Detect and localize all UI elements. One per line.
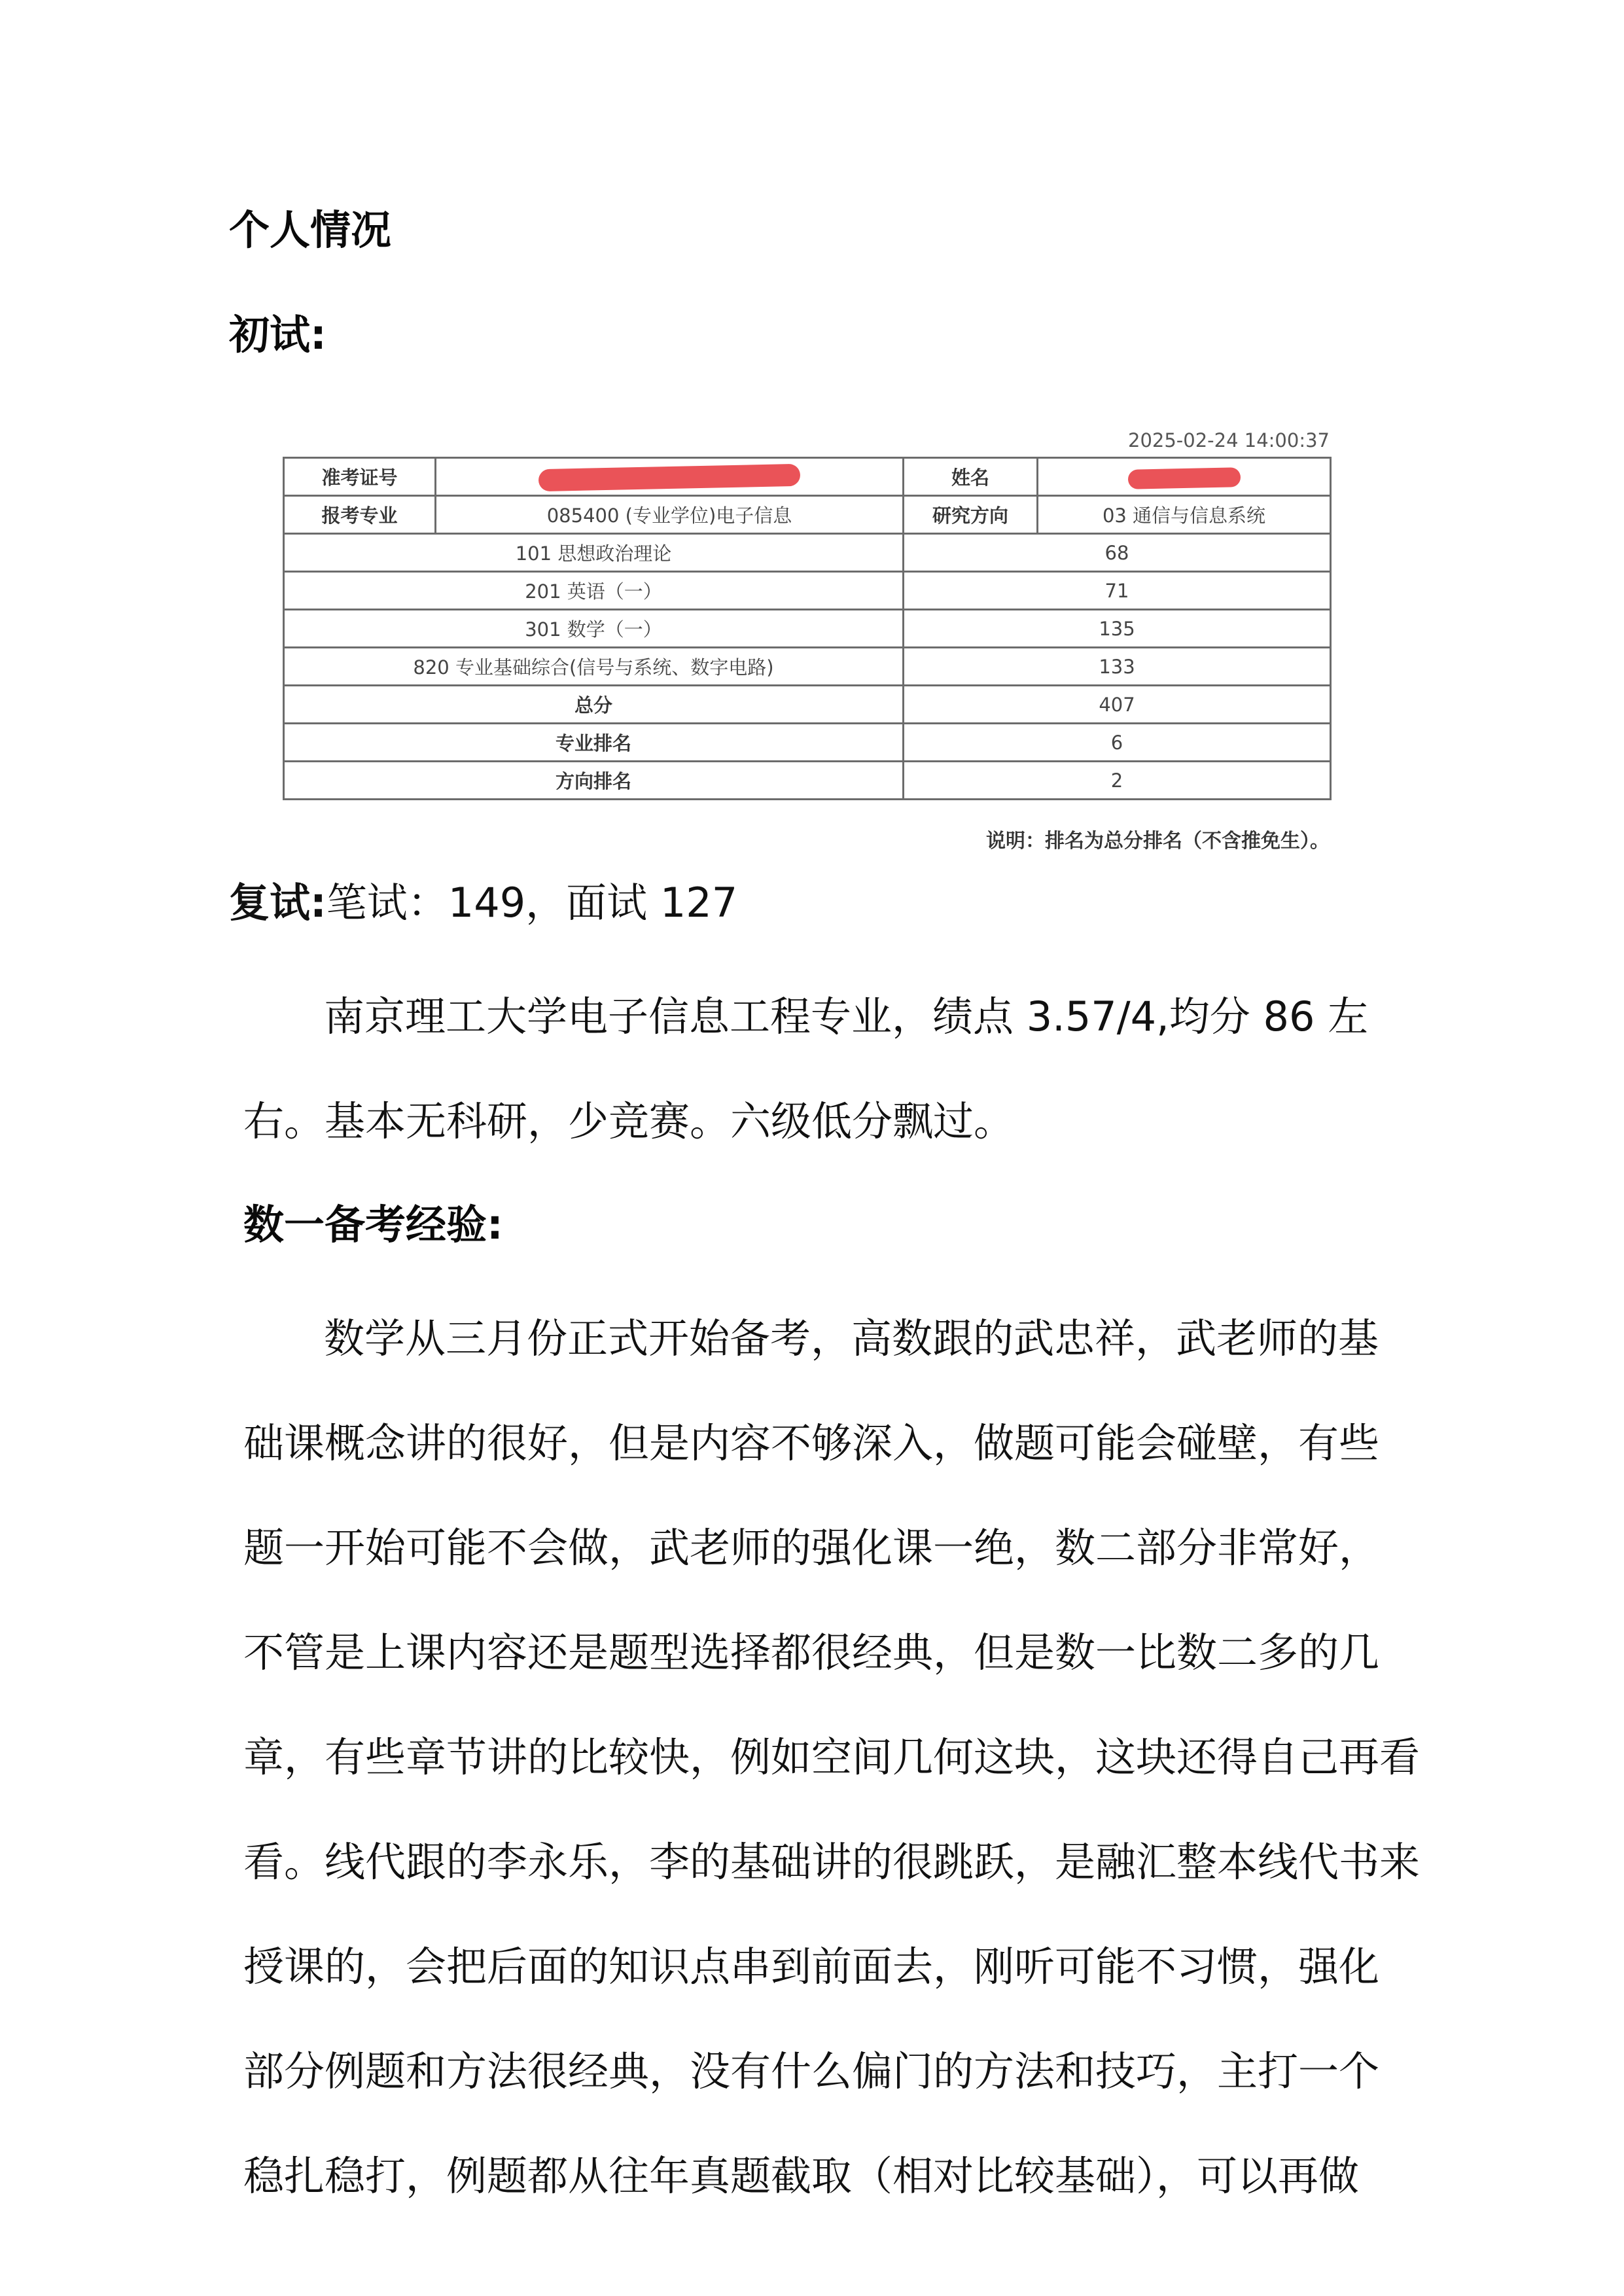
- subject-name: 101 思想政治理论: [284, 534, 904, 572]
- table-row: [284, 572, 1331, 610]
- section-heading-prelim: 初试:: [229, 311, 327, 359]
- subject-score: 68: [904, 534, 1331, 572]
- paragraph-line: 数学从三月份正式开始备考，高数跟的武忠祥，武老师的基: [324, 1315, 1379, 1362]
- section-heading-personal: 个人情况: [229, 206, 392, 254]
- score-table: [283, 457, 1332, 800]
- paragraph-line: 右。基本无科研，少竞赛。六级低分飘过。: [243, 1097, 1015, 1145]
- paragraph-line: 稳扎稳打，例题都从往年真题截取（相对比较基础），可以再做: [243, 2152, 1360, 2200]
- major-rank-label: 专业排名: [284, 724, 904, 762]
- exam-id-label: 准考证号: [284, 458, 436, 496]
- paragraph-line: 题一开始可能不会做，武老师的强化课一绝，数二部分非常好，: [243, 1524, 1380, 1572]
- subject-score: 71: [904, 572, 1331, 610]
- table-row: [284, 534, 1331, 572]
- major-rank-value: 6: [904, 724, 1331, 762]
- name-value: [1038, 458, 1331, 496]
- table-row: [284, 648, 1331, 686]
- direction-rank-label: 方向排名: [284, 762, 904, 800]
- redaction-mark: [538, 463, 801, 491]
- paragraph-line: 章，有些章节讲的比较快，例如空间几何这块，这块还得自己再看: [243, 1733, 1421, 1781]
- table-row: [284, 724, 1331, 762]
- score-timestamp: 2025-02-24 14:00:37: [1128, 429, 1330, 451]
- score-card: [283, 425, 1330, 864]
- retest-detail: 笔试：149，面试 127: [326, 879, 738, 927]
- exam-id-value: [436, 458, 904, 496]
- retest-line: [229, 877, 737, 929]
- subject-score: 133: [904, 648, 1331, 686]
- table-row: [284, 762, 1331, 800]
- paragraph-line: 础课概念讲的很好，但是内容不够深入，做题可能会碰壁，有些: [243, 1419, 1380, 1467]
- major-label: 报考专业: [284, 496, 436, 534]
- subject-score: 135: [904, 610, 1331, 648]
- paragraph-line: 看。线代跟的李永乐，李的基础讲的很跳跃，是融汇整本线代书来: [243, 1838, 1421, 1886]
- table-row: [284, 458, 1331, 496]
- paragraph-line: 部分例题和方法很经典，没有什么偏门的方法和技巧，主打一个: [243, 2047, 1380, 2095]
- name-label: 姓名: [904, 458, 1038, 496]
- paragraph-line: 授课的，会把后面的知识点串到前面去，刚听可能不习惯，强化: [243, 1943, 1380, 1990]
- subject-name: 301 数学（一）: [284, 610, 904, 648]
- total-score-label: 总分: [284, 686, 904, 724]
- table-row: [284, 610, 1331, 648]
- direction-rank-value: 2: [904, 762, 1331, 800]
- major-value: 085400 (专业学位)电子信息: [436, 496, 904, 534]
- direction-value: 03 通信与信息系统: [1038, 496, 1331, 534]
- subject-name: 201 英语（一）: [284, 572, 904, 610]
- paragraph-line: 南京理工大学电子信息工程专业，绩点 3.57/4,均分 86 左: [324, 993, 1369, 1040]
- section-heading-math: 数一备考经验:: [243, 1201, 503, 1248]
- redaction-mark: [1127, 467, 1241, 489]
- retest-label: 复试:: [229, 879, 327, 927]
- table-row: [284, 496, 1331, 534]
- total-score-value: 407: [904, 686, 1331, 724]
- table-row: [284, 686, 1331, 724]
- direction-label: 研究方向: [904, 496, 1038, 534]
- paragraph-line: 不管是上课内容还是题型选择都很经典，但是数一比数二多的几: [243, 1629, 1380, 1676]
- score-note: 说明：排名为总分排名（不含推免生）。: [986, 830, 1330, 853]
- subject-name: 820 专业基础综合(信号与系统、数字电路): [284, 648, 904, 686]
